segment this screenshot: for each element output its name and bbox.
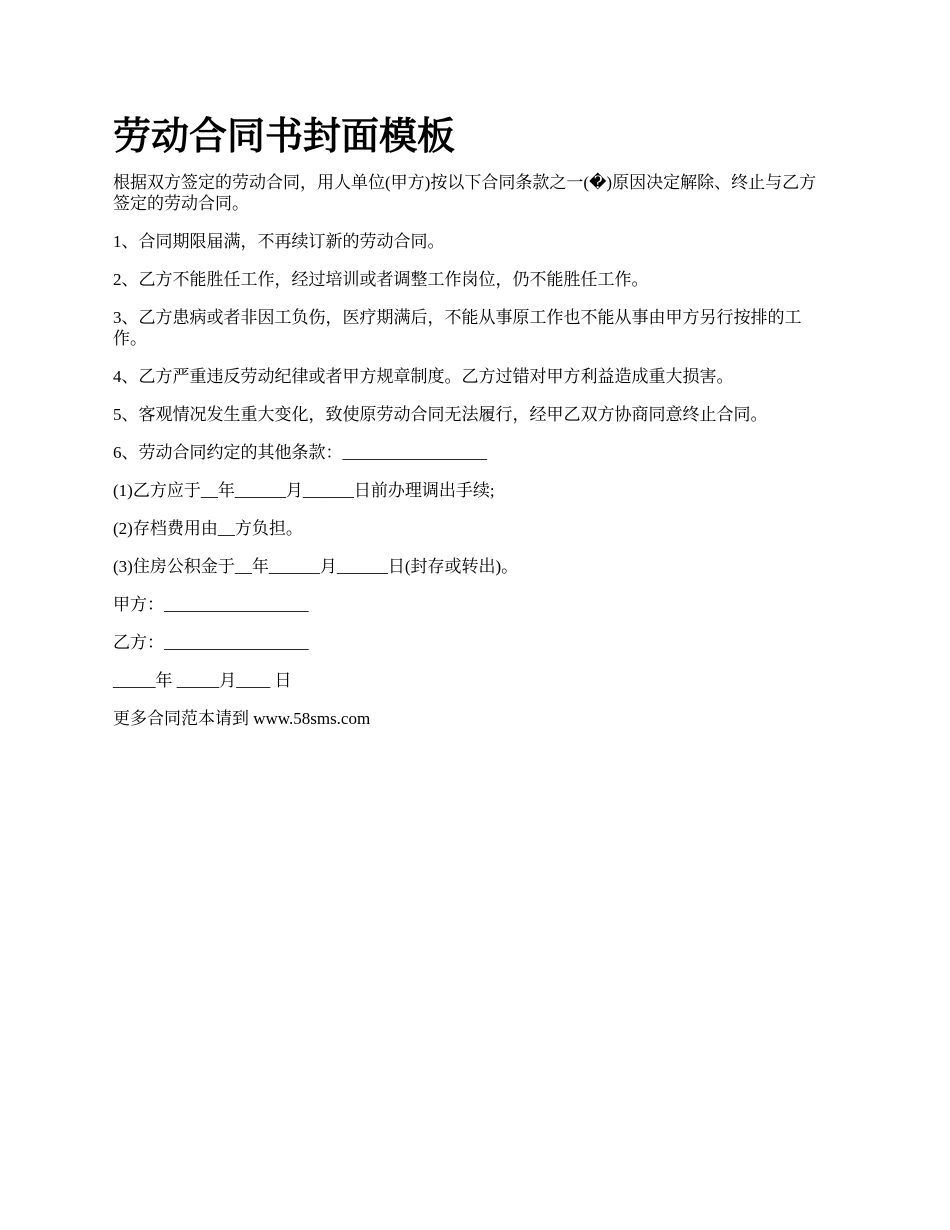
clause-1: 1、合同期限届满，不再续订新的劳动合同。: [113, 232, 445, 251]
clause-5: 5、客观情况发生重大变化，致使原劳动合同无法履行，经甲乙双方协商同意终止合同。: [113, 405, 768, 424]
clause-3: 3、乙方患病或者非因工负伤，医疗期满后，不能从事原工作也不能从事由甲方另行按排的工作。: [113, 308, 802, 348]
item-2: (2)存档费用由__方负担。: [113, 519, 303, 538]
clause-2: 2、乙方不能胜任工作，经过培训或者调整工作岗位，仍不能胜任工作。: [113, 270, 649, 289]
intro-paragraph: 根据双方签定的劳动合同，用人单位(甲方)按以下合同条款之一(�)原因决定解除、终止与乙方签定的劳动合同。: [113, 173, 817, 213]
item-3: (3)住房公积金于__年______月______日(封存或转出)。: [113, 557, 519, 576]
clause-4: 4、乙方严重违反劳动纪律或者甲方规章制度。乙方过错对甲方利益造成重大损害。: [113, 367, 734, 386]
document-body: [113, 112, 833, 746]
date-line: _____年 _____月____ 日: [113, 671, 292, 690]
clause-6: 6、劳动合同约定的其他条款：_________________: [113, 443, 487, 462]
party-b-signature-line: 乙方：_________________: [113, 633, 309, 652]
document-title: 劳动合同书封面模板: [113, 116, 456, 158]
footer-text: 更多合同范本请到 www.58sms.com: [113, 709, 371, 728]
item-1: (1)乙方应于__年______月______日前办理调出手续;: [113, 481, 495, 500]
party-a-signature-line: 甲方：_________________: [113, 595, 309, 614]
